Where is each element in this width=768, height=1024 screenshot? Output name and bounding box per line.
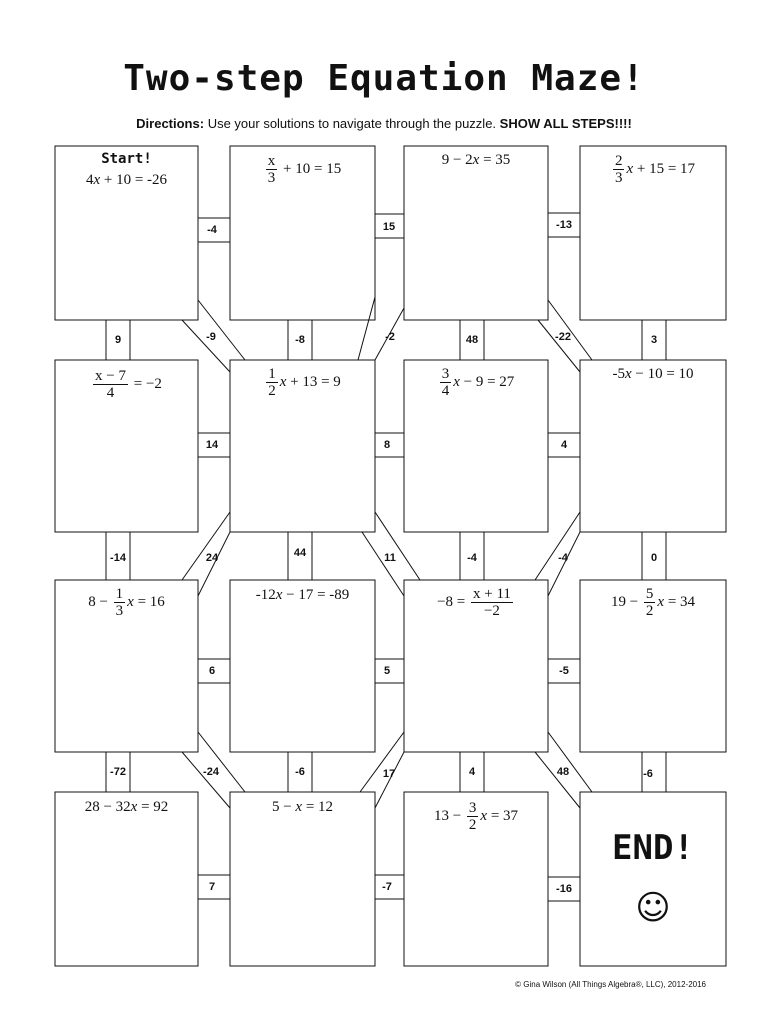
equation-text: = −2	[130, 375, 162, 392]
equation-text: = 35	[479, 152, 511, 168]
fraction-denominator: −2	[483, 603, 500, 619]
equation-text: -5	[612, 366, 625, 382]
directions-label: Directions:	[136, 116, 205, 131]
equation-text: 5 −	[271, 799, 296, 815]
fraction-denominator: 3	[267, 170, 276, 186]
fraction	[266, 366, 278, 399]
fraction-numerator: x − 7	[95, 368, 127, 384]
equation-text: − 17 = -89	[282, 587, 350, 603]
equation-cell	[230, 153, 375, 186]
connector-label: 6	[208, 665, 216, 677]
end-label: END!	[612, 828, 694, 868]
directions-text: Use your solutions to navigate through the puzzle.	[207, 116, 497, 131]
connector-label: 7	[208, 881, 216, 893]
equation-cell	[580, 586, 726, 619]
smiley-icon: ☺	[635, 888, 671, 928]
equation-text: 13 −	[433, 807, 465, 824]
equation-cell	[404, 152, 548, 169]
maze-cell-box	[580, 360, 726, 532]
equation-cell	[55, 172, 198, 189]
equation-text: = 34	[664, 593, 696, 610]
equation-variable: x	[472, 152, 480, 168]
equation-text: = 37	[487, 807, 519, 824]
equation-text: 28 − 32	[84, 799, 131, 815]
maze-cell-box	[404, 146, 548, 320]
connector-label: 5	[383, 665, 391, 677]
connector-label: -2	[385, 331, 395, 343]
equation-variable: x	[93, 172, 101, 188]
equation-cell	[55, 586, 198, 619]
equation-variable: x	[453, 373, 460, 390]
connector-label: -14	[110, 552, 126, 564]
fraction-numerator: x + 11	[473, 586, 511, 602]
fraction-denominator: 3	[614, 170, 623, 186]
fraction	[93, 368, 128, 401]
connector-label: -6	[295, 766, 305, 778]
equation-variable: x	[279, 373, 287, 390]
fraction	[613, 153, 625, 186]
fraction-denominator: 4	[441, 383, 450, 399]
equation-text: + 10 = 15	[279, 160, 342, 177]
directions-emphasis: SHOW ALL STEPS!!!!	[499, 116, 632, 131]
equation-variable: x	[295, 799, 303, 815]
maze-cell-box	[230, 792, 375, 966]
equation-text: = 92	[137, 799, 169, 815]
connector-label: -8	[295, 334, 305, 346]
equation-cell	[404, 586, 548, 619]
equation-text: -12	[255, 587, 276, 603]
equation-cell	[404, 366, 548, 399]
equation-text: = 12	[302, 799, 334, 815]
fraction	[440, 366, 452, 399]
equation-variable: x	[657, 593, 665, 610]
fraction	[114, 586, 126, 619]
fraction	[471, 586, 513, 619]
connector-label: 9	[114, 334, 122, 346]
connector-label: -22	[555, 331, 571, 343]
connector-label: 44	[293, 547, 307, 559]
equation-text: + 15 = 17	[633, 160, 696, 177]
fraction-numerator: x	[267, 153, 276, 169]
fraction-numerator: 1	[115, 586, 124, 602]
equation-variable: x	[130, 799, 138, 815]
fraction	[266, 153, 278, 186]
maze-cell-box	[55, 792, 198, 966]
connector-label: 48	[556, 766, 570, 778]
fraction-numerator: 1	[268, 366, 276, 382]
fraction-numerator: 5	[645, 586, 654, 602]
equation-text: = 16	[133, 593, 165, 610]
equation-variable: x	[275, 587, 283, 603]
equation-cell	[404, 800, 548, 833]
connector-label: 4	[468, 766, 476, 778]
connector-label: 3	[650, 334, 658, 346]
equation-cell	[230, 366, 375, 399]
equation-text: − 9 = 27	[459, 373, 515, 390]
connector-label: -4	[558, 552, 568, 564]
equation-text: 9 − 2	[441, 152, 473, 168]
equation-variable: x	[626, 160, 634, 177]
equation-text: − 10 = 10	[631, 366, 694, 382]
end-box	[580, 792, 726, 966]
equation-text: 8 −	[88, 593, 112, 610]
equation-variable: x	[624, 366, 632, 382]
equation-text: 4	[85, 172, 94, 188]
fraction	[467, 800, 479, 833]
equation-cell	[55, 799, 198, 816]
fraction-numerator: 2	[614, 153, 623, 169]
equation-cell	[580, 366, 726, 383]
fraction-denominator: 2	[468, 817, 477, 833]
fraction-denominator: 2	[268, 383, 276, 399]
equation-variable: x	[480, 807, 488, 824]
connector-label: 48	[465, 334, 479, 346]
maze-cell-box	[230, 580, 375, 752]
connector-label: -72	[110, 766, 126, 778]
fraction-numerator: 3	[468, 800, 477, 816]
connector-label: 8	[383, 439, 391, 451]
connector-label: -16	[556, 883, 572, 895]
connector-label: 4	[560, 439, 568, 451]
connector-label: 11	[384, 552, 396, 564]
connector-label: -7	[382, 881, 392, 893]
connector-label: 14	[205, 439, 219, 451]
connector-label: -6	[643, 768, 653, 780]
fraction-denominator: 3	[115, 603, 124, 619]
connector-label: -24	[203, 766, 219, 778]
connector-label: 17	[382, 768, 396, 780]
start-label: Start!	[101, 151, 152, 167]
equation-cell	[580, 153, 726, 186]
equation-cell	[230, 799, 375, 816]
connector-label: -4	[467, 552, 477, 564]
equation-text: + 13 = 9	[286, 373, 341, 390]
fraction-numerator: 3	[441, 366, 450, 382]
page-title: Two-step Equation Maze!	[123, 58, 645, 99]
equation-text: −8 =	[437, 593, 469, 610]
connector-label: 15	[382, 221, 396, 233]
equation-text: 19 −	[610, 593, 642, 610]
connector-label: -9	[206, 331, 216, 343]
connector-label: 24	[205, 552, 219, 564]
fraction-denominator: 2	[645, 603, 654, 619]
connector-label: -4	[207, 224, 217, 236]
equation-cell	[55, 368, 198, 401]
equation-cell	[230, 587, 375, 604]
connector-label: -5	[559, 665, 569, 677]
connector-label: -13	[556, 219, 572, 231]
fraction	[644, 586, 656, 619]
equation-text: + 10 = -26	[100, 172, 168, 188]
connector-label: 0	[650, 552, 658, 564]
fraction-denominator: 4	[106, 385, 115, 401]
equation-variable: x	[127, 593, 134, 610]
copyright-notice: © Gina Wilson (All Things Algebra®, LLC), 2012-2016	[515, 980, 706, 989]
